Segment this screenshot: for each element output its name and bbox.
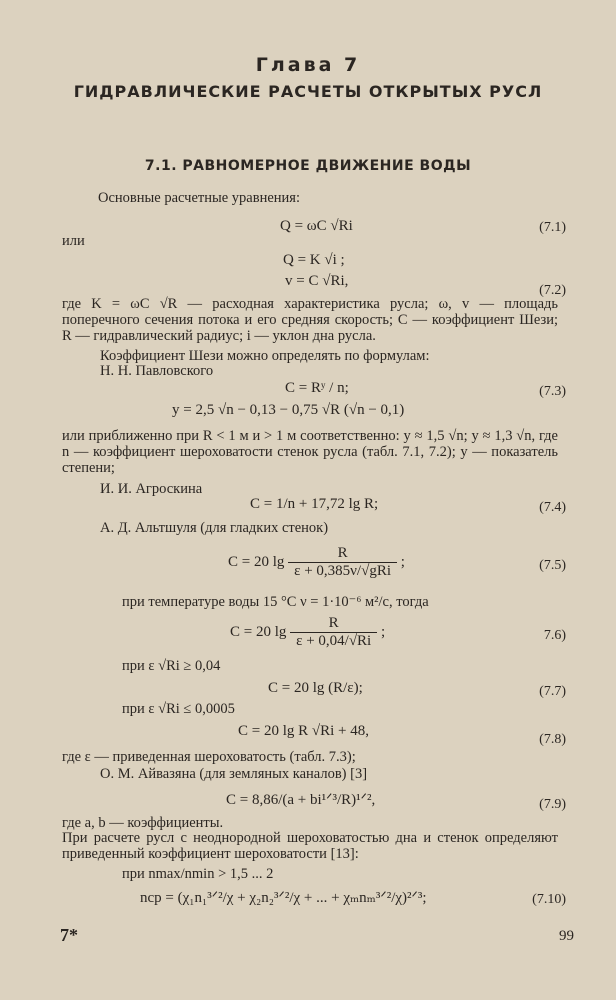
author-altshul: А. Д. Альтшуля (для гладких стенок) (100, 520, 329, 536)
equation-number: (7.2) (539, 283, 566, 298)
equation-7-2a: Q = K √i ; (283, 252, 345, 268)
paragraph-line: где K = ωC √R — расходная характеристика русла; ω, v — площадь поперечного сечения потока и его средняя скорость; C — коэффициент Шези; R — гидравлический радиус; i — уклон дна русла. (62, 296, 558, 344)
paragraph-where (62, 296, 558, 344)
chapter-number: Глава 7 (255, 54, 361, 76)
page-number: 99 (559, 928, 574, 944)
equation-7-9: C = 8,86/(a + bi¹ᐟ³/R)¹ᐟ², (226, 792, 376, 808)
section-title: 7.1. РАВНОМЕРНОЕ ДВИЖЕНИЕ ВОДЫ (144, 158, 472, 174)
coefficients-text: где a, b — коэффициенты. (62, 815, 224, 831)
paragraph-approx (62, 428, 558, 476)
equation-7-6 (230, 615, 385, 650)
fraction (290, 615, 377, 650)
equation-7-8: C = 20 lg R √Ri + 48, (238, 723, 370, 739)
equation-tail: ; (400, 553, 405, 570)
chapter-title: ГИДРАВЛИЧЕСКИЕ РАСЧЕТЫ ОТКРЫТЫХ РУСЛ (73, 82, 543, 101)
equation-7-2b: v = C √Ri, (285, 273, 349, 289)
equation-number: 7.6) (543, 628, 566, 643)
paragraph-line: или приближенно при R < 1 м и > 1 м соответственно: y ≈ 1,5 √n; y ≈ 1,3 √n, где n — коэффициент шероховатости стенок русла (табл. 7.1, 7.2); y — показатель степени; (62, 428, 558, 476)
or-text: или (62, 233, 85, 249)
equation-number: (7.9) (539, 797, 566, 812)
intro-text: Основные расчетные уравнения: (98, 190, 300, 206)
fraction (288, 545, 397, 580)
equation-7-1: Q = ωC √Ri (280, 218, 353, 234)
condition-3: при nmax/nmin > 1,5 ... 2 (122, 866, 274, 882)
equation-number: (7.1) (539, 220, 566, 235)
equation-lhs: C = 20 lg (230, 623, 287, 640)
equation-7-3b: y = 2,5 √n − 0,13 − 0,75 √R (√n − 0,1) (172, 402, 405, 418)
numerator: R (328, 615, 339, 631)
equation-7-7: C = 20 lg (R/ε); (268, 680, 363, 696)
signature-mark: 7* (60, 925, 78, 945)
roughness-text: где ε — приведенная шероховатость (табл. 7.3); (62, 749, 356, 765)
condition-1: при ε √Ri ≥ 0,04 (122, 658, 221, 674)
chezy-text: Коэффициент Шези можно определять по формулам: (100, 348, 430, 364)
equation-7-3a: C = Rʸ / n; (285, 380, 349, 396)
author-aivazyan: О. М. Айвазяна (для земляных каналов) [3] (100, 766, 368, 782)
equation-number: (7.3) (539, 384, 566, 399)
equation-7-10: nср = (χ₁n₁³ᐟ²/χ + χ₂n₂³ᐟ²/χ + ... + χₘnₘ³ᐟ²/χ)²ᐟ³; (140, 890, 427, 906)
author-pavlovsky: Н. Н. Павловского (100, 363, 214, 379)
equation-number: (7.8) (539, 732, 566, 747)
temperature-text: при температуре воды 15 °C ν = 1·10⁻⁶ м²/с, тогда (122, 594, 429, 610)
equation-number: (7.5) (539, 558, 566, 573)
numerator: R (337, 545, 348, 561)
paragraph-line: При расчете русл с неоднородной шероховатостью дна и стенок определяют приведенный коэффициент шероховатости [13]: (62, 830, 558, 862)
denominator: ε + 0,04/√Ri (290, 632, 377, 650)
equation-7-4: C = 1/n + 17,72 lg R; (250, 496, 379, 512)
paragraph-nonuniform (62, 830, 558, 862)
denominator: ε + 0,385ν/√gRi (288, 562, 397, 580)
equation-tail: ; (380, 623, 386, 640)
author-agroskin: И. И. Агроскина (100, 481, 203, 497)
equation-number: (7.7) (539, 684, 566, 699)
equation-7-5 (228, 545, 405, 580)
condition-2: при ε √Ri ≤ 0,0005 (122, 701, 235, 717)
equation-number: (7.10) (532, 892, 566, 907)
equation-number: (7.4) (539, 500, 566, 515)
equation-lhs: C = 20 lg (228, 553, 285, 570)
